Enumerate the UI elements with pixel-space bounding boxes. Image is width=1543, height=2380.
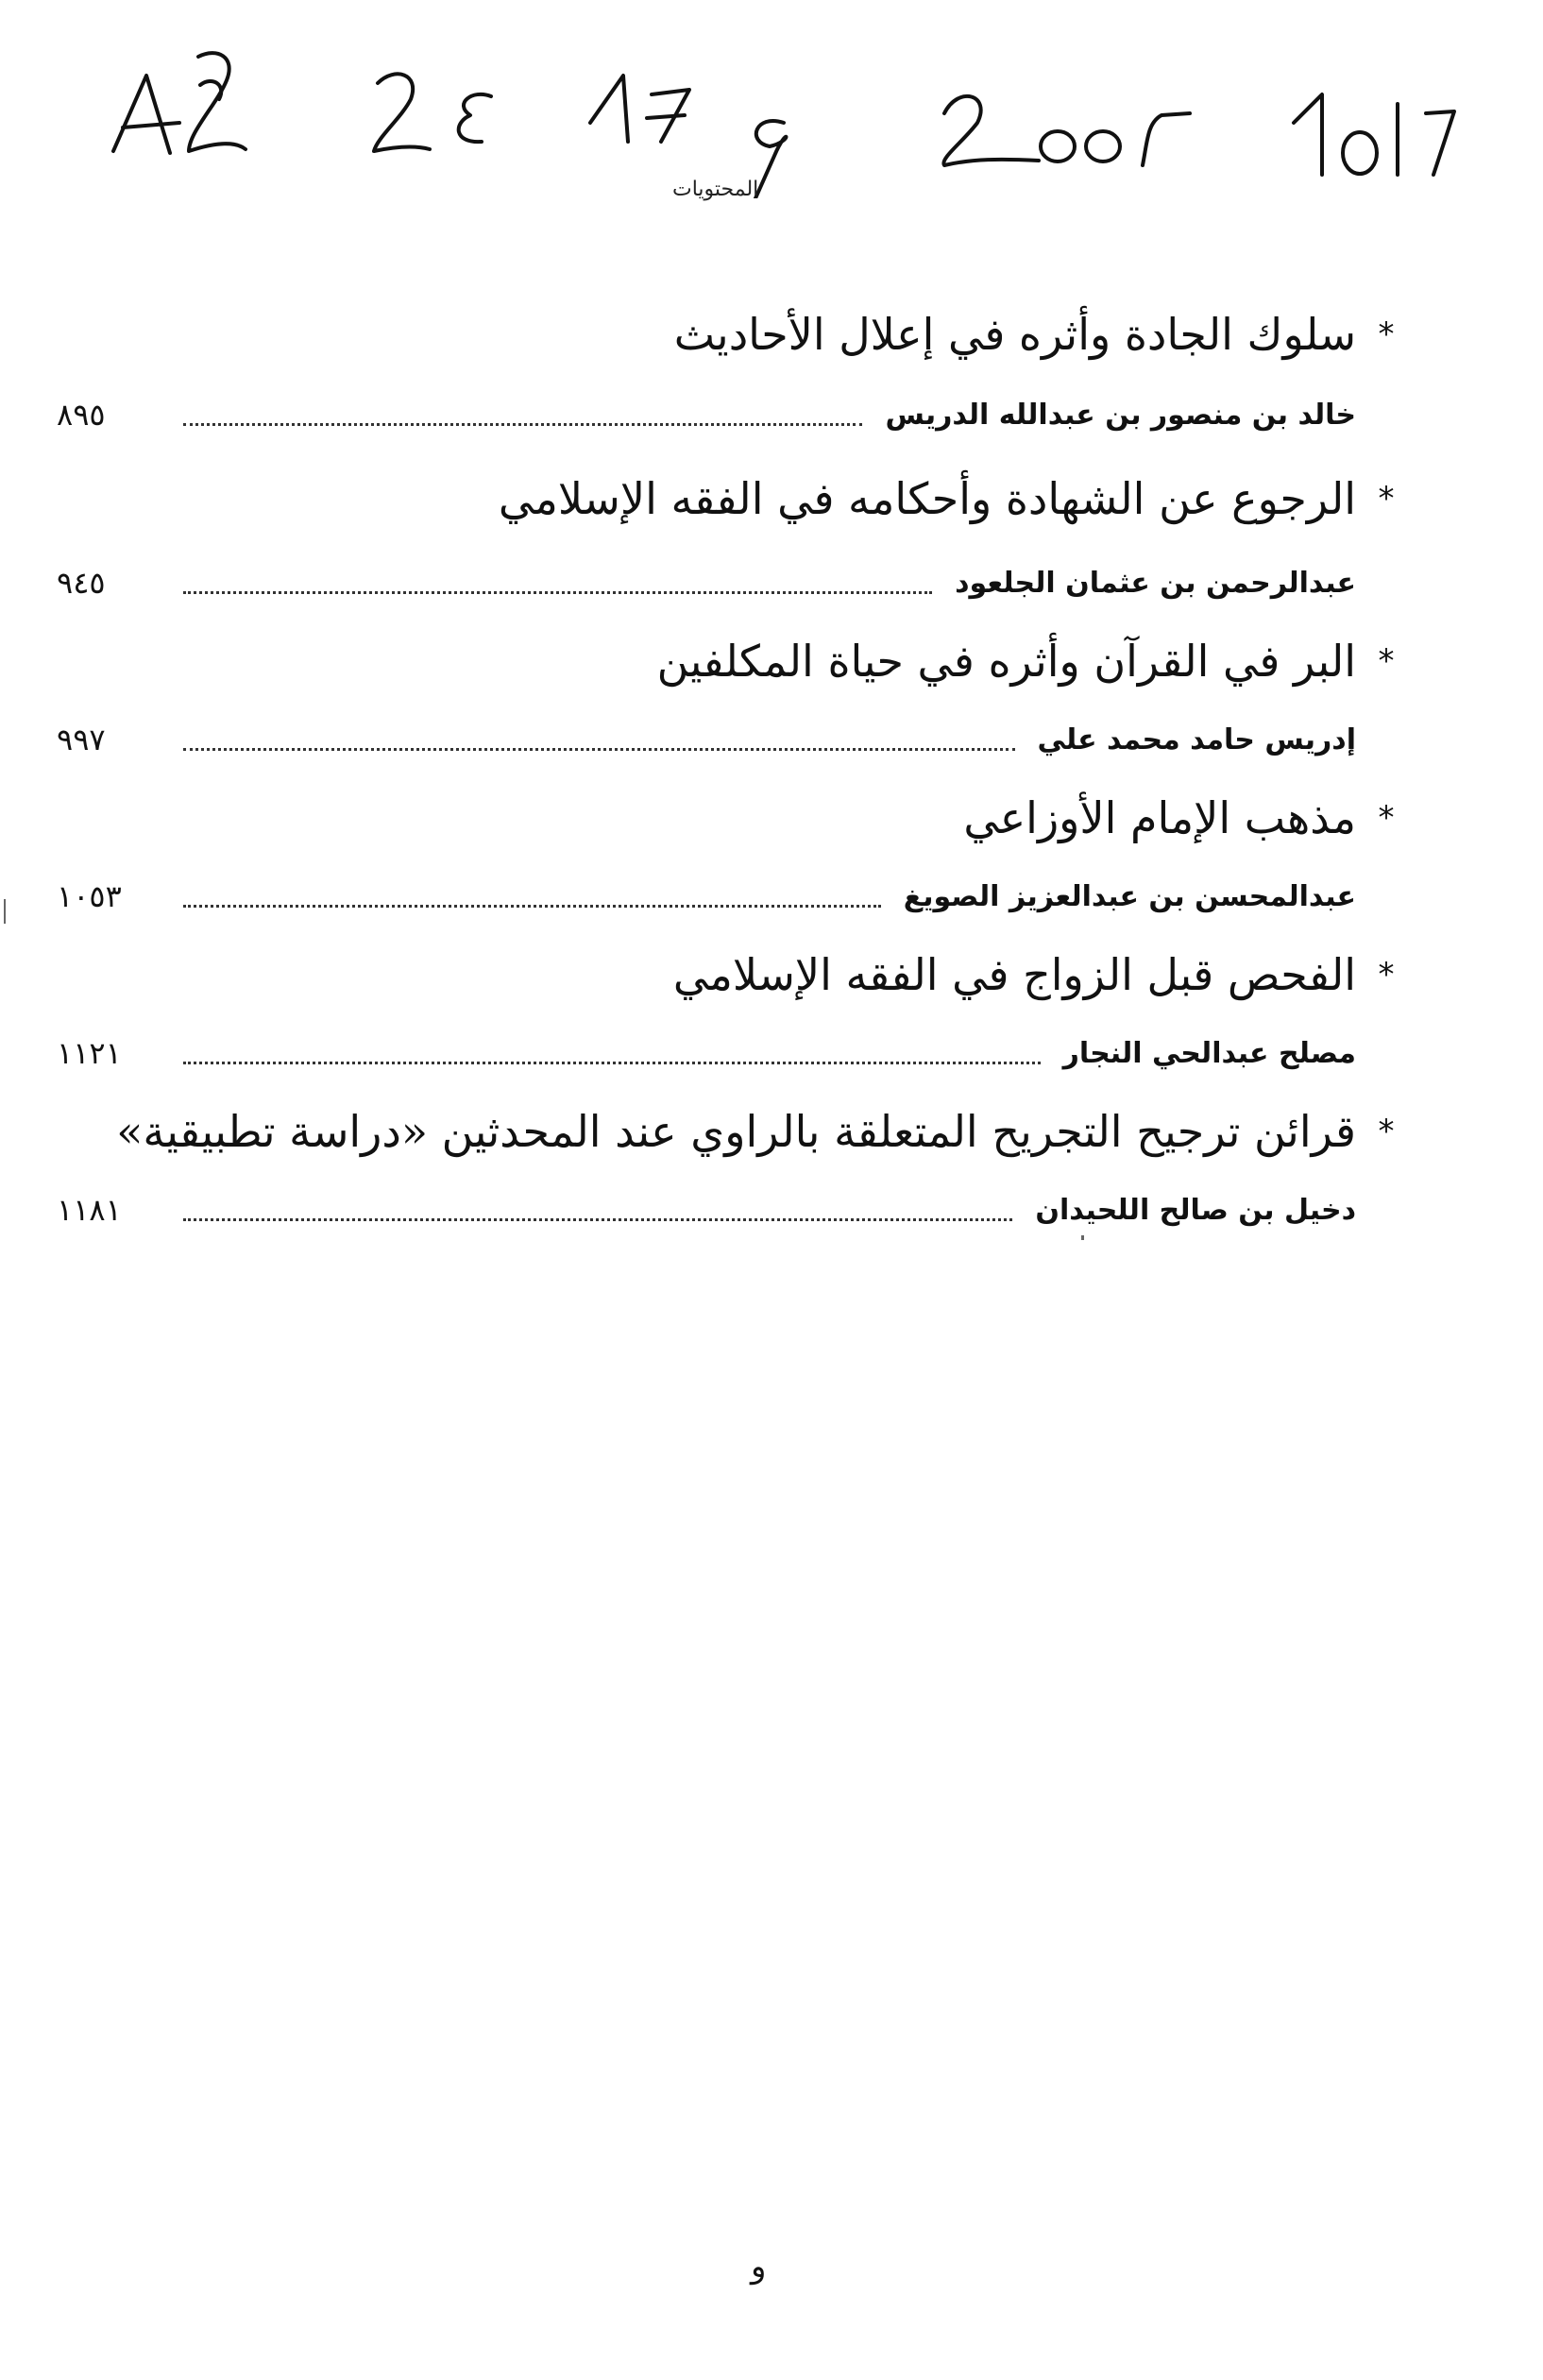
dot-leader — [183, 748, 1015, 751]
handwritten-17 — [590, 76, 689, 142]
toc-entry — [57, 926, 1416, 1082]
entry-author: عبدالمحسن بن عبدالعزيز الصويغ — [903, 879, 1356, 913]
handwritten-annotation — [94, 47, 1492, 198]
entry-author-row — [57, 867, 1416, 926]
scan-speck — [1081, 1235, 1084, 1240]
entry-title: سلوك الجادة وأثره في إعلال الأحاديث — [673, 309, 1356, 360]
page-footer — [0, 2248, 1543, 2295]
entry-title: البر في القرآن وأثره في حياة المكلفين — [656, 636, 1356, 687]
bullet-star-icon: * — [1378, 1113, 1395, 1150]
dot-leader — [183, 905, 881, 908]
handwritten-1015 — [1294, 94, 1454, 175]
entry-page-number: ١١٨١ — [57, 1192, 122, 1228]
bullet-star-icon: * — [1378, 315, 1395, 353]
running-header — [0, 178, 1543, 206]
toc-entry — [57, 283, 1416, 444]
toc-entry — [57, 769, 1416, 926]
header-text: المحتويات — [672, 178, 759, 201]
toc-entry — [57, 444, 1416, 612]
bullet-star-icon: * — [1378, 480, 1395, 518]
dot-leader — [183, 1218, 1012, 1221]
toc-entry — [57, 612, 1416, 769]
entry-author: خالد بن منصور بن عبدالله الدريس — [885, 398, 1356, 432]
bullet-star-icon: * — [1378, 642, 1395, 680]
entry-title-row — [57, 926, 1416, 1024]
entry-author: عبدالرحمن بن عثمان الجلعود — [955, 566, 1356, 600]
dot-leader — [183, 591, 932, 594]
entry-author-row — [57, 385, 1416, 444]
entry-title-row — [57, 769, 1416, 867]
bullet-star-icon: * — [1378, 956, 1395, 994]
toc-entry — [57, 1082, 1416, 1239]
entry-author-row — [57, 553, 1416, 612]
entry-title-row — [57, 1082, 1416, 1181]
dot-leader — [183, 423, 862, 426]
entry-author: إدريس حامد محمد علي — [1037, 722, 1356, 756]
entry-page-number: ٩٤٥ — [57, 565, 106, 601]
entry-title: الفحص قبل الزواج في الفقه الإسلامي — [672, 949, 1356, 1000]
handwritten-A2 — [113, 53, 246, 153]
entry-title: الرجوع عن الشهادة وأحكامه في الفقه الإسلامي — [498, 473, 1356, 524]
entry-author-row — [57, 1181, 1416, 1239]
table-of-contents — [57, 283, 1416, 1239]
entry-page-number: ٨٩٥ — [57, 397, 106, 433]
handwritten-2005 — [943, 96, 1190, 165]
entry-author-row — [57, 1024, 1416, 1082]
entry-page-number: ١٠٥٣ — [57, 878, 122, 914]
entry-title-row — [57, 444, 1416, 553]
entry-title-row — [57, 612, 1416, 710]
entry-author-row — [57, 710, 1416, 769]
scan-speck — [4, 899, 6, 924]
dot-leader — [183, 1062, 1041, 1064]
entry-title: مذهب الإمام الأوزاعي — [963, 792, 1356, 843]
entry-title-row — [57, 283, 1416, 385]
entry-page-number: ٩٩٧ — [57, 722, 106, 757]
handwritten-2e — [374, 74, 491, 151]
entry-author: مصلح عبدالحي النجار — [1062, 1036, 1356, 1070]
entry-page-number: ١١٢١ — [57, 1035, 122, 1071]
page-letter: و — [751, 2248, 767, 2286]
entry-author: دخيل بن صالح اللحيدان — [1035, 1193, 1356, 1227]
entry-title: قرائن ترجيح التجريح المتعلقة بالراوي عند المحدثين «دراسة تطبيقية» — [116, 1106, 1356, 1157]
bullet-star-icon: * — [1378, 799, 1395, 837]
